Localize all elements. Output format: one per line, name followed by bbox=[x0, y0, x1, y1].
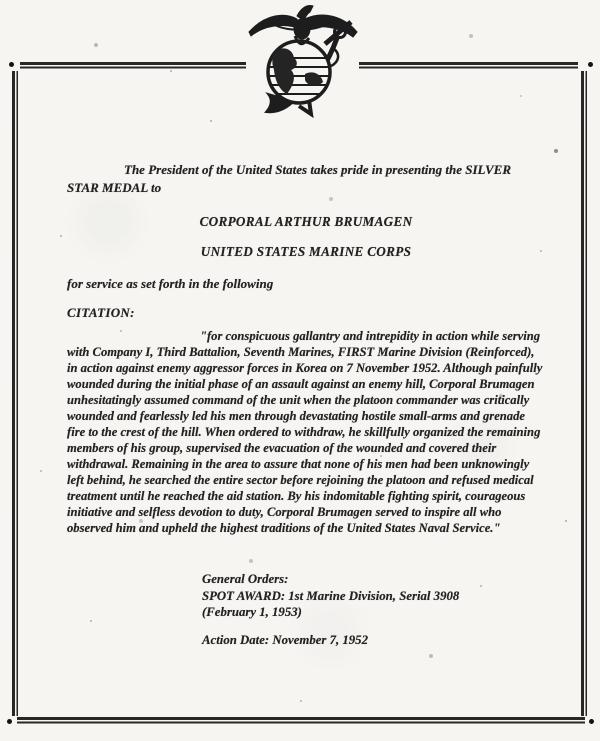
border-dot-bottom-left bbox=[7, 719, 12, 724]
border-left-rule bbox=[12, 71, 19, 716]
border-top-rule-left bbox=[20, 62, 246, 69]
border-dot-bottom-right bbox=[589, 719, 594, 724]
citation-line: fire to the crest of the hill. When ordered to withdraw, he skillfully organized the remaining bbox=[67, 425, 541, 439]
general-orders-label: General Orders: bbox=[202, 572, 289, 586]
citation-line: treatment until he reached the aid station. By his indomitable fighting spirit, courageous bbox=[67, 489, 526, 503]
scan-noise-speckles bbox=[0, 0, 2, 2]
citation-line: left behind, he searched the entire sector before rejoining the platoon and refused medical bbox=[67, 473, 534, 487]
border-dot-top-left bbox=[9, 62, 14, 67]
border-top-rule-right bbox=[359, 62, 578, 69]
presentation-intro-line: STAR MEDAL to bbox=[67, 179, 162, 195]
citation-line: withdrawal. Remaining in the area to assure that none of his men had been unknowingly bbox=[67, 457, 530, 471]
citation-line: observed him and upheld the highest traditions of the United States Naval Service." bbox=[67, 521, 501, 535]
citation-line: with Company I, Third Battalion, Seventh Marines, FIRST Marine Division (Reinforced), bbox=[67, 345, 535, 359]
border-bottom-rule bbox=[17, 717, 585, 724]
citation-line: wounded during the initial phase of an assault against an enemy hill, Corporal Brumagen bbox=[67, 377, 535, 391]
spot-award-line: SPOT AWARD: 1st Marine Division, Serial 3908 bbox=[202, 588, 460, 603]
presentation-intro-line: The President of the United States takes pride in presenting the SILVER bbox=[124, 162, 512, 177]
citation-line: wounded and fearlessly led his men through devastating hostile small-arms and grenade bbox=[67, 409, 525, 423]
citation-line: initiative and selfless devotion to duty, Corporal Brumagen served to inspire all who bbox=[67, 505, 502, 519]
citation-label: CITATION: bbox=[67, 305, 135, 320]
general-orders-block bbox=[202, 571, 459, 621]
recipient-name: CORPORAL ARTHUR BRUMAGEN bbox=[199, 214, 413, 229]
border-right-rule bbox=[581, 71, 588, 716]
citation-line: in action against enemy aggressor forces in Korea on 7 November 1952. Although painfully bbox=[67, 361, 543, 375]
service-lead-in: for service as set forth in the following bbox=[67, 276, 274, 291]
orders-date-line: (February 1, 1953) bbox=[202, 605, 302, 619]
citation-line: members of his group, supervised the evacuation of the wounded and covered their bbox=[67, 441, 497, 455]
presentation-intro bbox=[67, 161, 511, 196]
action-date-line: Action Date: November 7, 1952 bbox=[202, 633, 368, 647]
recipient-branch: UNITED STATES MARINE CORPS bbox=[200, 244, 412, 259]
border-dot-top-right bbox=[588, 62, 593, 67]
citation-body bbox=[67, 328, 542, 536]
citation-line: unhesitatingly assumed command of the unit when the platoon commander was critically bbox=[67, 393, 530, 407]
citation-line: "for conspicuous gallantry and intrepidity in action while serving bbox=[200, 329, 541, 343]
usmc-eagle-globe-anchor-icon bbox=[246, 1, 360, 119]
